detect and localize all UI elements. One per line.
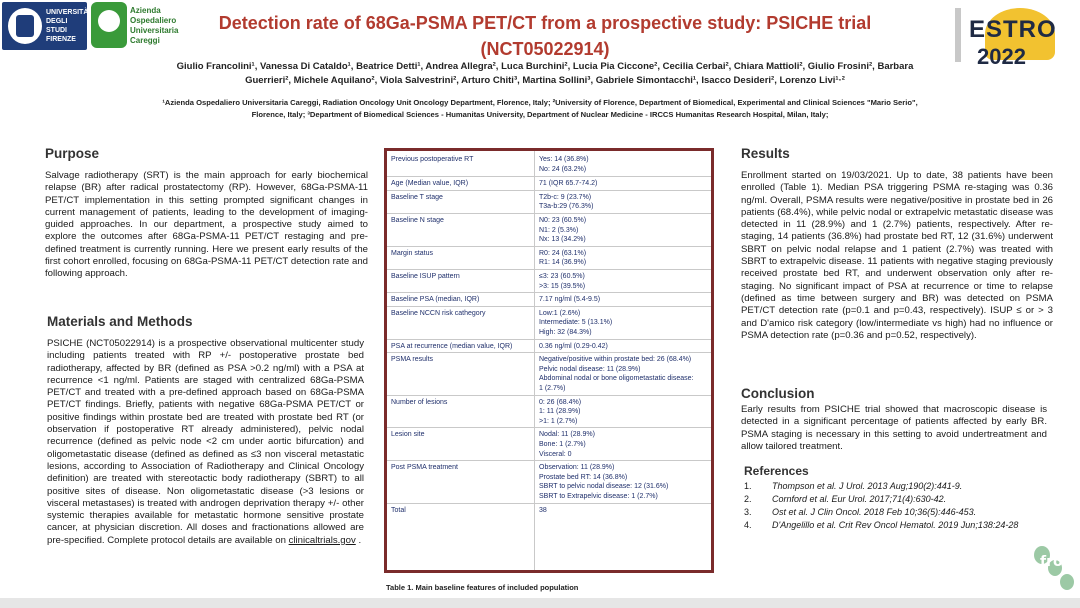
methods-tail: . (358, 534, 362, 546)
table-row (387, 460, 711, 503)
reference-text: Thompson et al. J Urol. 2013 Aug;190(2):441-9. (772, 481, 963, 491)
table-row (387, 503, 711, 518)
table-row-label: Baseline NCCN risk cathegory (391, 309, 486, 317)
table-row-value: 71 (IQR 65.7-74.2) (539, 180, 598, 188)
table-row (387, 395, 711, 429)
table-row (387, 427, 711, 461)
poster-title: Detection rate of 68Ga-PSMA PET/CT from a prospective study: PSICHE trial (NCT05022914) (218, 13, 872, 59)
table-row (387, 269, 711, 293)
table-row-label: Post PSMA treatment (391, 464, 458, 472)
estro-logo-name: ESTRO (969, 16, 1057, 43)
estro-logo (955, 8, 1065, 88)
table-row-label: Margin status (391, 249, 434, 257)
table-row-value: Nodal: 11 (28.9%) (539, 431, 595, 439)
table-row-label: Baseline PSA (median, IQR) (391, 296, 480, 304)
results-heading: Results (741, 146, 790, 161)
table-row-value: Negative/positive within prostate bed: 26 (68.4%) (539, 356, 692, 364)
table-row-value: R0: 24 (63.1%) (539, 249, 587, 257)
table-row-value: High: 32 (84.3%) (539, 328, 592, 336)
bottom-bar (0, 598, 1080, 608)
fro-logo (1030, 540, 1078, 596)
table-row (387, 352, 711, 395)
table-row-value: R1: 14 (36.9%) (539, 259, 587, 267)
reference-item (744, 506, 1044, 519)
table-caption: Table 1. Main baseline features of included population (386, 583, 579, 592)
table-row-value: T3a-b:29 (76.3%) (539, 203, 594, 211)
table-row-label: Total (391, 506, 406, 514)
purpose-text: Salvage radiotherapy (SRT) is the main approach for early biochemical relapse (BR) after radical prostatectomy (RP). However, 68Ga-PSMA-11 PET/CT implementation in this setting prompted significant changes in current management of patients, leading to the development of imaging-guided approaches. In our department, a prospective study aimed to explore the outcomes after 68Ga-PSMA-11 PET/CT restaging and pre-defined treatment is currently running. Here we present early results of the first cohort enrolled, focusing on 68Ga-PSMA-11 PET/CT detection rate and following approach. (45, 170, 368, 280)
table-row (387, 339, 711, 354)
table-row-value: Abdominal nodal or bone oligometastatic disease: (539, 375, 694, 383)
reference-text: D'Angelillo et al. Crit Rev Oncol Hematol. 2019 Jun;138:24-28 (772, 520, 1019, 530)
table-row (387, 246, 711, 270)
table-row-label: Age (Median value, IQR) (391, 180, 469, 188)
reference-item (744, 493, 1044, 506)
table-row (387, 213, 711, 247)
table-row-value: Bone: 1 (2.7%) (539, 440, 586, 448)
table-row-label: PSMA results (391, 356, 434, 364)
table-row-label: Lesion site (391, 431, 425, 439)
conclusion-heading: Conclusion (741, 386, 815, 401)
table-row-value: N1: 2 (5.3%) (539, 226, 579, 234)
clinicaltrials-link[interactable]: clinicaltrials.gov (288, 534, 356, 546)
author-list: Giulio Francolini¹, Vanessa Di Cataldo¹, Beatrice Detti¹, Andrea Allegra², Luca Burchini², Lucia Pia Ciccone², Cecilia Cerbai², Chiara Mattioli², Giulio Frosini², Barbara Guerrieri², Michele Aquilano², Viola Salvestrini², Arturo Chiti³, Martina Sollini³, Gabriele Simontacchi¹, Isacco Desideri², Lorenzo Livi¹·² (176, 61, 914, 86)
table-row-value: SBRT to pelvic nodal disease: 12 (31.6%) (539, 483, 669, 491)
unifi-logo (2, 2, 87, 50)
table-row (387, 292, 711, 307)
table-row (387, 306, 711, 340)
unifi-seal-icon (8, 8, 42, 44)
table-row-value: 1 (2.7%) (539, 384, 566, 392)
table-row-value: Nx: 13 (34.2%) (539, 236, 586, 244)
references-list (744, 480, 1044, 532)
reference-number: 3. (744, 507, 752, 517)
table-row-value: >1: 1 (2.7%) (539, 417, 578, 425)
fro-logo-text: fro (1040, 554, 1063, 570)
baseline-table (384, 148, 714, 573)
methods-heading: Materials and Methods (47, 314, 193, 329)
table-row-label: Baseline N stage (391, 217, 444, 224)
purpose-heading: Purpose (45, 146, 100, 161)
unifi-logo-text: UNIVERSITÀ DEGLI STUDI FIRENZE (46, 9, 89, 43)
reference-number: 2. (744, 494, 752, 504)
table-row (387, 153, 711, 176)
references-heading: References (744, 464, 809, 478)
methods-body (47, 338, 364, 547)
table-row-value: Pelvic nodal disease: 11 (28.9%) (539, 365, 641, 373)
table-row (387, 176, 711, 191)
table-row-value: Observation: 11 (28.9%) (539, 464, 615, 472)
results-text: Enrollment started on 19/03/2021. Up to date, 38 patients have been enrolled (Table 1). Median PSA triggering PSMA re-staging was 0.36 ng/ml. Overall, PSMA results were negative/positive in prostate bed in 26 patients (68.4%), while pelvic nodal or extrapelvic metastatic disease was detected in 11 (28.9%) and 1 (2.7%) patients, respectively. After re-staging, 14 patients (36.8%) had prostate bed RT, 12 (31.6%) underwent SBRT on pelvic nodal relapse and 1 patient (2.7%) was treated with SBRT to extrapelvic disease. 11 patients with negative staging previously received prostate bed RT, and underwent observation only after re-staging. No significant impact of PSA at recurrence or time to relapse (defined as time between surgery and BR) was detected on PSMA PET/CT detection rate (p=0.1 and p=0.43, respectively). ISUP ≤ or > 3 and D'amico risk category (low/intermediate vs high) had no influence or PSMA detection rate (p=0.36 and p=0.52, respectively). (741, 170, 1053, 341)
table-row-value: SBRT to Extrapelvic disease: 1 (2.7%) (539, 492, 658, 500)
table-row-value: Yes: 14 (36.8%) (539, 156, 589, 163)
table-row-value: No: 24 (63.2%) (539, 165, 587, 173)
table-row-value: Visceral: 0 (539, 450, 572, 458)
estro-logo-year: 2022 (977, 44, 1026, 69)
careggi-logo (91, 2, 127, 48)
table-row-value: Low:1 (2.6%) (539, 309, 581, 317)
table-row-value: N0: 23 (60.5%) (539, 217, 587, 224)
table-row-label: Baseline ISUP pattern (391, 273, 460, 280)
reference-number: 4. (744, 520, 752, 530)
table-row-label: Previous postoperative RT (391, 156, 474, 163)
table-row-value: >3: 15 (39.5%) (539, 282, 586, 290)
table-row-value: ≤3: 23 (60.5%) (539, 273, 585, 280)
reference-number: 1. (744, 481, 752, 491)
table-row-value: 7.17 ng/ml (5.4-9.5) (539, 296, 601, 304)
table-row-label: Number of lesions (391, 398, 448, 406)
table-row-value: Intermediate: 5 (13.1%) (539, 319, 613, 327)
reference-item (744, 480, 1044, 493)
table-row-value: 0.36 ng/ml (0.29-0.42) (539, 342, 608, 350)
table-row-label: PSA at recurrence (median value, IQR) (391, 342, 513, 350)
conclusion-text: Early results from PSICHE trial showed that macroscopic disease is detected in a significant percentage of patients affected by early BR. PSMA staging is necessary in this setting to avoid undertreatment and allow tailored treatment. (741, 404, 1047, 452)
table-row (387, 190, 711, 214)
reference-text: Ost et al. J Clin Oncol. 2018 Feb 10;36(5):446-453. (772, 507, 977, 517)
methods-text: PSICHE (NCT05022914) is a prospective observational multicenter study including patients treated with RP +/- postoperative prostate bed radiotherapy, affected by BR (defined as PSA >0.2 ng/ml) with a PSA at recurrence <1 ng/ml. Patients are staged with centralized 68Ga-PSMA PET/CT and treated with a pre-defined approach based on 68Ga-PSMA PET/CT findings. Briefly, patients with negative 68Ga-PSMA PET/CT or positive findings within prostate bed are treated with prostate bed RT (or observation if postoperative RT already administered), pelvic nodal recurrence (defined as pelvic node <2 cm under aortic bifurcation) and oligometastatic disease (defined as defined as ≤3 non visceral metastatic lesions, according to Association of Radiotherapy and Clinical Oncology definition) are treated with stereotactic body radiotherapy (SBRT) to all positive sites of disease. Non oligometastatic disease (>3 lesions or visceral metastases) is treated with androgen deprivation therapy +/- other systemic therapies available for metastatic hormone sensitive prostate cancer, at physician discretion. All doses and fractionations allowed are pre-specified. Complete protocol details are available on (47, 338, 364, 546)
table-row-label: Baseline T stage (391, 193, 443, 201)
table-row-value: 1: 11 (28.9%) (539, 408, 581, 416)
reference-text: Cornford et al. Eur Urol. 2017;71(4):630-42. (772, 494, 947, 504)
reference-item (744, 519, 1044, 532)
careggi-logo-text: Azienda Ospedaliero Universitaria Careggi (130, 6, 179, 45)
table-row-value: 0: 26 (68.4%) (539, 398, 582, 406)
affiliations: ¹Azienda Ospedaliero Universitaria Careggi, Radiation Oncology Unit Oncology Department, Florence, Italy; ²University of Florence, Department of Biomedical, Experimental and Clinical Sciences "Mario Serio", Florence, Italy; ³Department of Biomedical Sciences - Humanitas University, Department of Nuclear Medicine - IRCCS Humanitas Research Hospital, Milan, Italy; (162, 98, 918, 119)
table-row-value: T2b-c: 9 (23.7%) (539, 193, 592, 201)
table-row-value: 38 (539, 506, 547, 514)
table-row-value: Prostate bed RT: 14 (36.8%) (539, 473, 628, 481)
